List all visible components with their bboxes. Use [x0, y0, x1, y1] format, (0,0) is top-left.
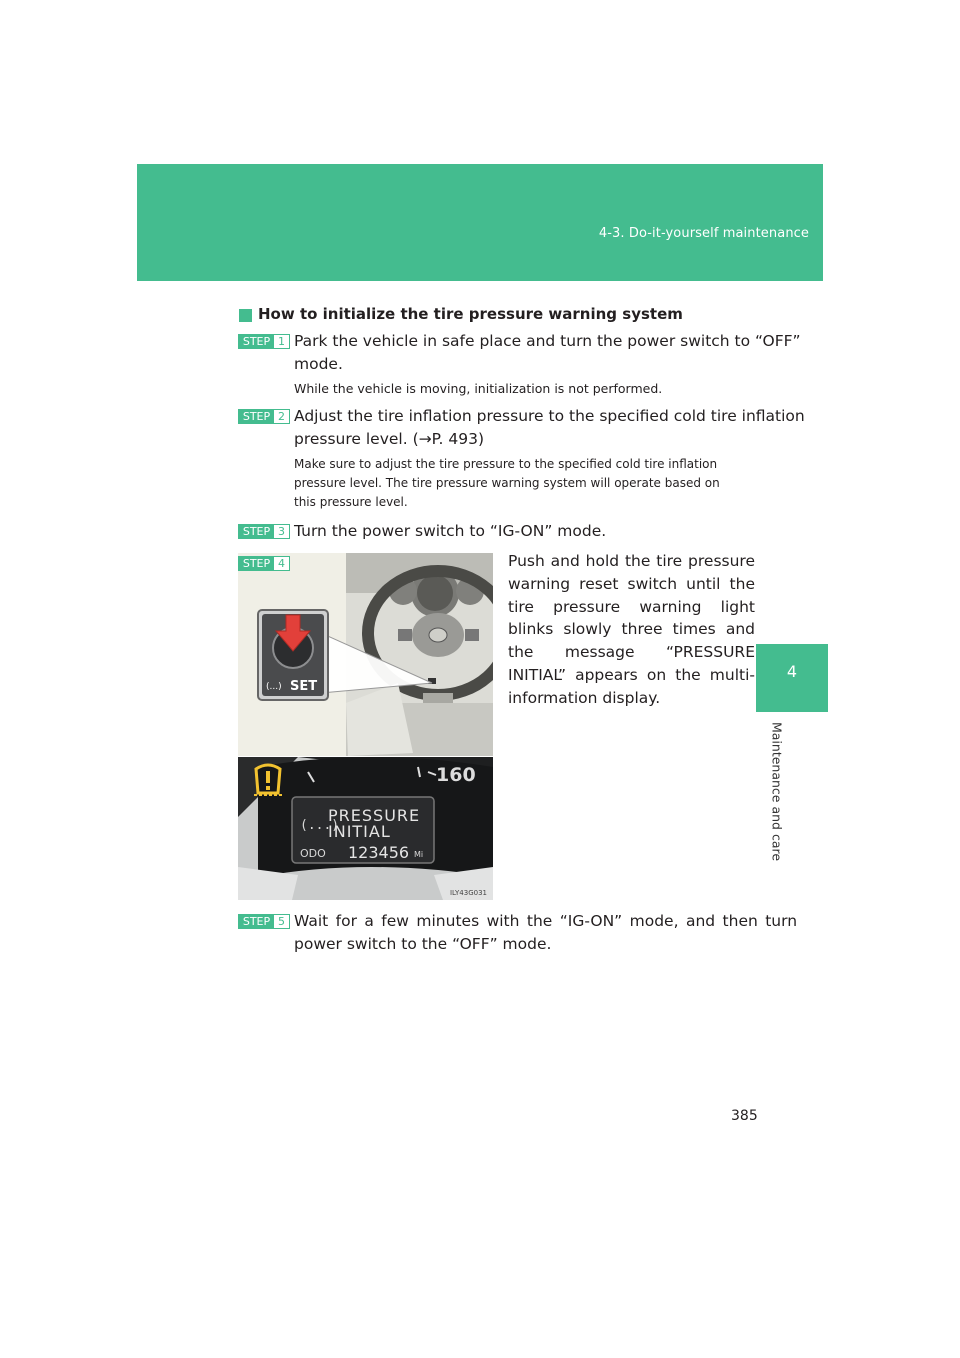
step-badge-1 [238, 334, 290, 349]
odo-value: 123456 [348, 843, 410, 862]
step-badge-3 [238, 524, 290, 539]
step-badge-label: STEP [239, 557, 274, 570]
set-button-label: SET [290, 679, 318, 694]
step-badge-label: STEP [239, 915, 274, 928]
step-3-line-1: Turn the power switch to “IG-ON” mode. [294, 522, 607, 540]
figure-code: ILY43G031 [449, 889, 487, 897]
step-1-note: While the vehicle is moving, initialization is not performed. [294, 381, 663, 396]
meter-drawing [238, 757, 493, 900]
section-heading: How to initialize the tire pressure warning system [258, 305, 683, 323]
step-badge-number: 1 [278, 335, 285, 348]
lcd-tpms-icon: (...) [300, 818, 340, 833]
step-1-line-2: mode. [294, 355, 343, 373]
chapter-number: 4 [786, 662, 798, 681]
tpms-symbol-icon: (...) [266, 682, 282, 692]
step-badge-number: 3 [278, 525, 285, 538]
step-2-line-2: pressure level. (→P. 493) [294, 430, 485, 448]
step-2-note-line-2: pressure level. The tire pressure warning system will operate based on [294, 476, 720, 490]
steering-wheel-illustration [238, 553, 493, 756]
odo-label: ODO [300, 847, 326, 860]
step-badge-number: 4 [278, 557, 285, 570]
chapter-tab [756, 644, 828, 712]
step-badge-label: STEP [239, 525, 274, 538]
chapter-label-text: Maintenance and care [769, 722, 785, 862]
step-1-line-1: Park the vehicle in safe place and turn the power switch to “OFF” [294, 332, 801, 350]
dashboard-drawing [238, 553, 493, 756]
page-number: 385 [731, 1108, 758, 1124]
display-line-2: INITIAL [328, 822, 391, 841]
speedometer-mark: 160 [436, 764, 476, 786]
step-badge-5 [238, 914, 290, 929]
display-line-1: PRESSURE [328, 806, 421, 825]
section-title: 4-3. Do-it-yourself maintenance [598, 226, 809, 241]
step-4-text: Push and hold the tire pressure warning reset switch until the tire pressure warning light blinks slowly three times and the message “PRESSURE INITIAL” appears on the multi-information display. [508, 552, 755, 707]
step-2-note-line-3: this pressure level. [294, 495, 408, 509]
step-badge-2 [238, 409, 290, 424]
heading-bullet-icon [239, 309, 252, 322]
step-badge-label: STEP [239, 335, 274, 348]
step-5-line-1: Wait for a few minutes with the “IG-ON” mode, and then turn [294, 912, 798, 930]
step-badge-number: 2 [278, 410, 285, 423]
odo-unit: Mi [414, 850, 424, 859]
step-badge-number: 5 [278, 915, 285, 928]
step-badge-4 [238, 556, 290, 571]
step-2-line-1: Adjust the tire inflation pressure to the specified cold tire inflation [294, 407, 805, 425]
multi-information-display-illustration [238, 757, 493, 900]
step-badge-label: STEP [239, 410, 274, 423]
header-bar [137, 164, 823, 281]
chapter-label [762, 722, 792, 872]
step-2-note-line-1: Make sure to adjust the tire pressure to the specified cold tire inflation [294, 457, 718, 471]
step-5-line-2: power switch to the “OFF” mode. [294, 935, 552, 953]
